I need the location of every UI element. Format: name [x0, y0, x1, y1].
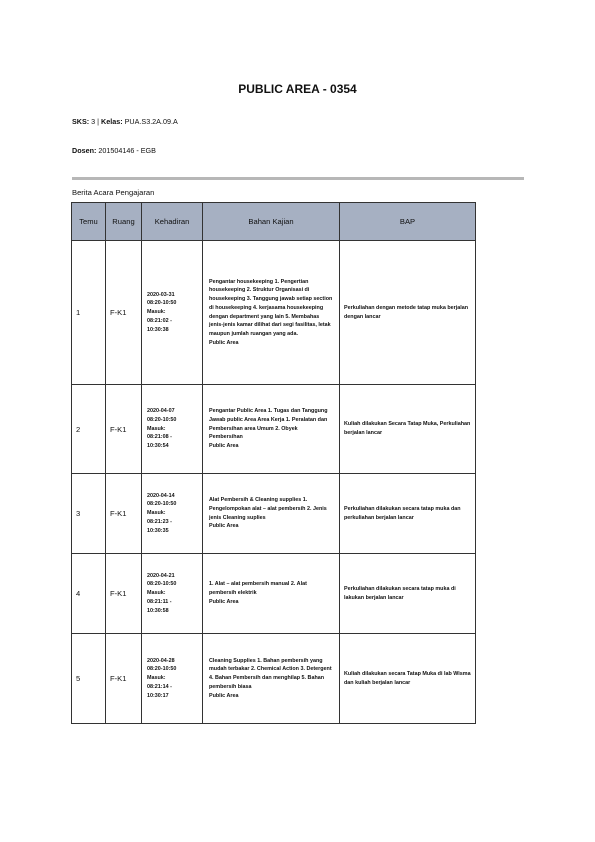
cell-kehadiran	[142, 634, 203, 724]
cell-kehadiran	[142, 474, 203, 554]
cell-temu: 1	[72, 241, 106, 385]
cell-bahan-kajian	[203, 634, 340, 724]
cell-bap: Perkuliahan dilakukan secara tatap muka dan perkuliahan berjalan lancar	[340, 474, 476, 554]
sks-label: SKS:	[72, 117, 90, 126]
bahan-tag: Public Area	[209, 523, 239, 530]
course-info	[72, 117, 178, 126]
lecturer-info	[72, 146, 156, 155]
bahan-tag: Public Area	[209, 692, 239, 699]
dosen-value: 201504146 - EGB	[96, 146, 156, 155]
cell-ruang: F-K1	[106, 554, 142, 634]
kehadiran-text: 2020-04-07 08:20-10:50 Masuk: 08:21:08 - 10:30:54	[147, 408, 177, 450]
cell-temu: 4	[72, 554, 106, 634]
table-row	[72, 554, 476, 634]
cell-kehadiran	[142, 385, 203, 474]
header-temu: Temu	[72, 203, 106, 241]
cell-temu: 3	[72, 474, 106, 554]
header-bap: BAP	[340, 203, 476, 241]
teaching-record-table	[71, 202, 476, 724]
bahan-tag: Public Area	[209, 443, 239, 450]
cell-ruang: F-K1	[106, 474, 142, 554]
cell-ruang: F-K1	[106, 634, 142, 724]
kelas-label: Kelas:	[101, 117, 123, 126]
kehadiran-text: 2020-04-14 08:20-10:50 Masuk: 08:21:23 - 10:30:35	[147, 492, 177, 534]
bahan-tag: Public Area	[209, 339, 239, 346]
cell-bahan-kajian	[203, 241, 340, 385]
cell-kehadiran	[142, 241, 203, 385]
cell-bap: Perkuliahan dilakukan secara tatap muka di lakukan berjalan lancar	[340, 554, 476, 634]
section-divider	[72, 177, 524, 180]
kelas-value: PUA.S3.2A.09.A	[122, 117, 178, 126]
cell-bahan-kajian	[203, 385, 340, 474]
header-ruang: Ruang	[106, 203, 142, 241]
bahan-text: 1. Alat – alat pembersih manual 2. Alat pembersih elektrik	[209, 581, 307, 597]
section-label: Berita Acara Pengajaran	[72, 188, 155, 197]
bahan-tag: Public Area	[209, 598, 239, 605]
cell-bahan-kajian	[203, 474, 340, 554]
cell-ruang: F-K1	[106, 385, 142, 474]
dosen-label: Dosen:	[72, 146, 97, 155]
cell-temu: 5	[72, 634, 106, 724]
table-row	[72, 634, 476, 724]
bahan-text: Pengantar housekeeping 1. Pengertian housekeeping 2. Struktur Organisasi di housekeeping 3. Tanggung jawab setiap section di housekeeping 4. kerjasama housekeeping dengan department yang lain 5. Membahas jenis-jenis kamar dilihat dari segi fasilitas, letak maupun jumlah ruangan yang ada.	[209, 278, 333, 337]
bahan-text: Pengantar Public Area 1. Tugas dan Tanggung Jawab public Area Area Kerja 1. Peralatan dan Pembersihan area Umum 2. Obyek Pembersihan	[209, 408, 328, 441]
table-row	[72, 241, 476, 385]
table-header-row	[72, 203, 476, 241]
cell-bahan-kajian	[203, 554, 340, 634]
bahan-text: Cleaning Supplies 1. Bahan pembersih yang mudah terbakar 2. Chemical Action 3. Detergent 4. Bahan Pembersih dan menghilap 5. Bahan pembersih biasa	[209, 657, 332, 690]
kehadiran-text: 2020-04-21 08:20-10:50 Masuk: 08:21:11 - 10:30:58	[147, 572, 177, 614]
table-row	[72, 385, 476, 474]
cell-kehadiran	[142, 554, 203, 634]
sks-value: 3 |	[89, 117, 102, 126]
cell-bap: Perkuliahan dengan metode tatap muka berjalan dengan lancar	[340, 241, 476, 385]
header-kehadiran: Kehadiran	[142, 203, 203, 241]
header-bahan-kajian: Bahan Kajian	[203, 203, 340, 241]
bahan-text: Alat Pembersih & Cleaning supplies 1. Pengelompokan alat – alat pembersih 2. Jenis jenis Cleaning suplies	[209, 497, 327, 521]
cell-temu: 2	[72, 385, 106, 474]
cell-bap: Kuliah dilakukan Secara Tatap Muka, Perkuliahan berjalan lancar	[340, 385, 476, 474]
cell-bap: Kuliah dilakukan secara Tatap Muka di lab Wisma dan kuliah berjalan lancar	[340, 634, 476, 724]
page-title: PUBLIC AREA - 0354	[238, 82, 357, 96]
cell-ruang: F-K1	[106, 241, 142, 385]
kehadiran-text: 2020-04-28 08:20-10:50 Masuk: 08:21:14 - 10:30:17	[147, 657, 177, 699]
table-row	[72, 474, 476, 554]
kehadiran-text: 2020-03-31 08:20-10:50 Masuk: 08:21:02 - 10:30:38	[147, 291, 177, 333]
